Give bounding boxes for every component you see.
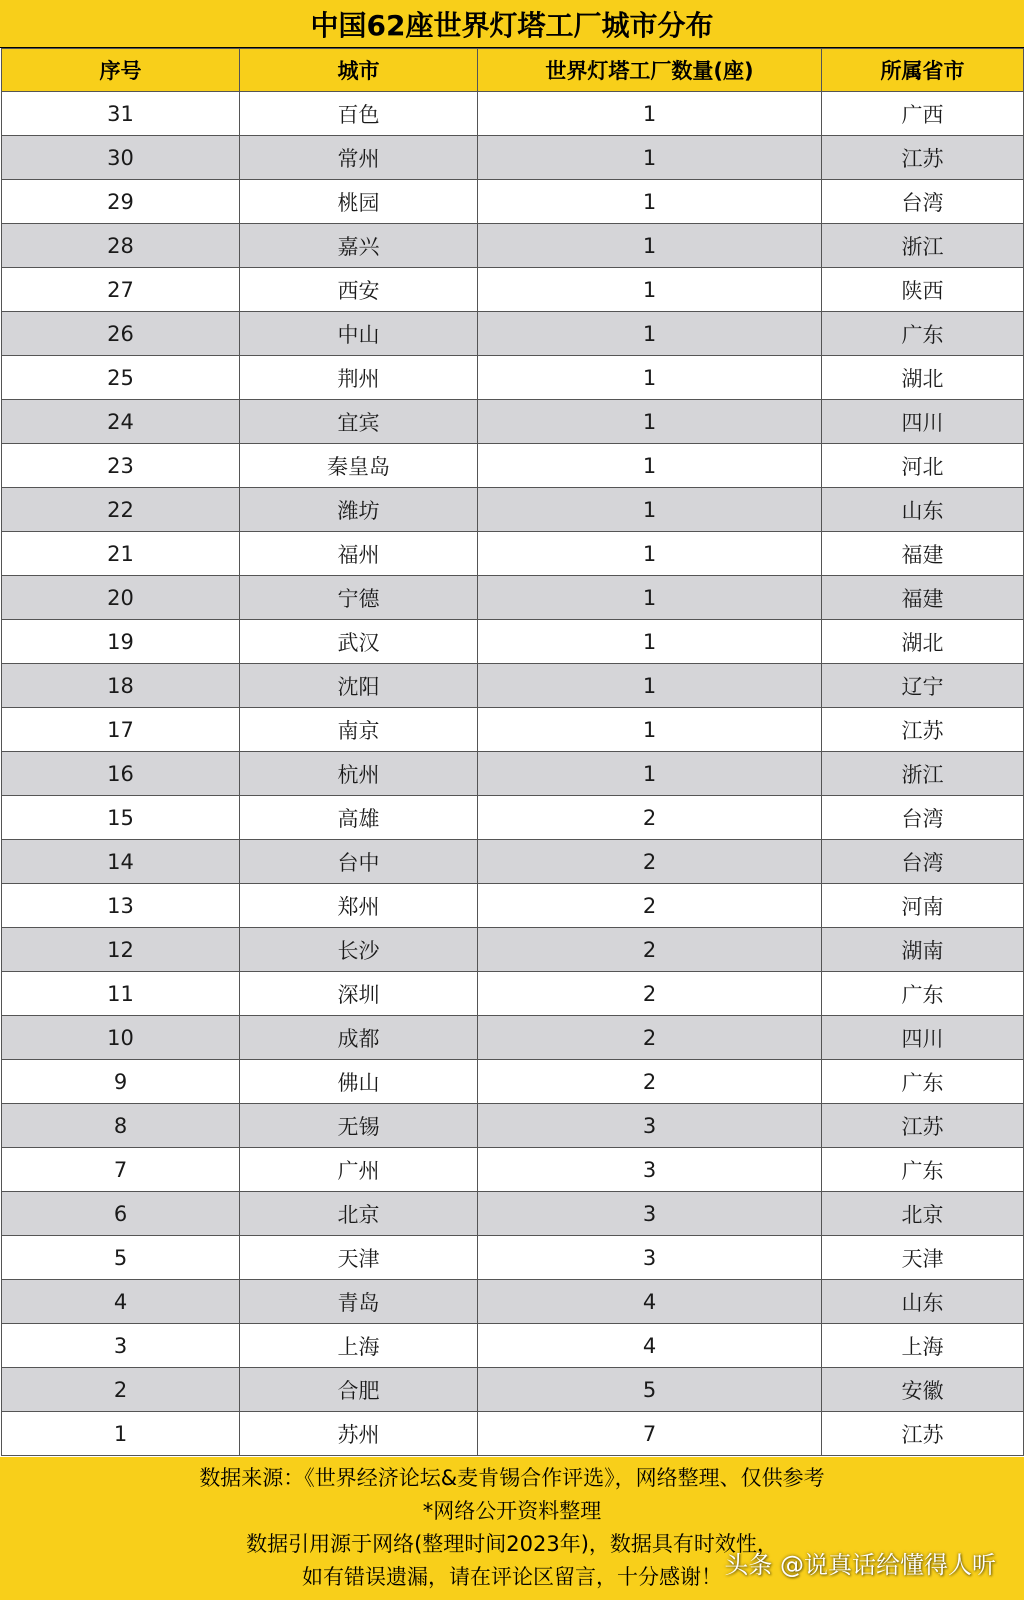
cell-count: 1 (478, 444, 822, 488)
cell-count: 3 (478, 1148, 822, 1192)
cell-province: 广东 (822, 1148, 1024, 1192)
cell-province: 湖南 (822, 928, 1024, 972)
footer-disclaimer-line: 数据引用源于网络(整理时间2023年)，数据具有时效性， (246, 1531, 778, 1556)
cell-index: 30 (2, 136, 240, 180)
cell-city: 桃园 (240, 180, 478, 224)
cell-index: 5 (2, 1236, 240, 1280)
cell-province: 河北 (822, 444, 1024, 488)
cell-index: 9 (2, 1060, 240, 1104)
cell-city: 郑州 (240, 884, 478, 928)
table-row (2, 576, 1024, 620)
cell-province: 江苏 (822, 1412, 1024, 1456)
cell-count: 1 (478, 664, 822, 708)
table-row (2, 1104, 1024, 1148)
cell-province: 江苏 (822, 1104, 1024, 1148)
table-row (2, 1060, 1024, 1104)
footer-note-line: *网络公开资料整理 (422, 1498, 602, 1523)
cell-province: 台湾 (822, 180, 1024, 224)
cell-index: 10 (2, 1016, 240, 1060)
cell-index: 18 (2, 664, 240, 708)
table-row (2, 752, 1024, 796)
table-body (2, 92, 1024, 1456)
cell-count: 4 (478, 1324, 822, 1368)
cell-province: 广东 (822, 312, 1024, 356)
cell-province: 山东 (822, 488, 1024, 532)
column-header-city: 城市 (240, 49, 478, 92)
cell-count: 1 (478, 92, 822, 136)
cell-city: 长沙 (240, 928, 478, 972)
cell-count: 2 (478, 796, 822, 840)
cell-count: 1 (478, 620, 822, 664)
table-row (2, 1236, 1024, 1280)
cell-city: 沈阳 (240, 664, 478, 708)
cell-city: 高雄 (240, 796, 478, 840)
cell-province: 上海 (822, 1324, 1024, 1368)
cell-index: 15 (2, 796, 240, 840)
cell-index: 23 (2, 444, 240, 488)
cell-count: 2 (478, 840, 822, 884)
cell-province: 江苏 (822, 136, 1024, 180)
table-row (2, 884, 1024, 928)
cell-index: 6 (2, 1192, 240, 1236)
table-row (2, 136, 1024, 180)
table-row (2, 1280, 1024, 1324)
cell-index: 17 (2, 708, 240, 752)
cell-index: 29 (2, 180, 240, 224)
cell-index: 25 (2, 356, 240, 400)
watermark: 头条 @说真话给懂得人听 (724, 1551, 996, 1579)
cell-city: 广州 (240, 1148, 478, 1192)
table-row (2, 664, 1024, 708)
cell-index: 1 (2, 1412, 240, 1456)
cell-index: 19 (2, 620, 240, 664)
cell-city: 苏州 (240, 1412, 478, 1456)
cell-index: 11 (2, 972, 240, 1016)
cell-city: 台中 (240, 840, 478, 884)
column-header-count: 世界灯塔工厂数量(座) (478, 49, 822, 92)
cell-city: 潍坊 (240, 488, 478, 532)
cell-index: 27 (2, 268, 240, 312)
cell-province: 福建 (822, 576, 1024, 620)
cell-city: 无锡 (240, 1104, 478, 1148)
cell-count: 1 (478, 488, 822, 532)
cell-city: 百色 (240, 92, 478, 136)
cell-city: 杭州 (240, 752, 478, 796)
cell-city: 宁德 (240, 576, 478, 620)
cell-count: 1 (478, 708, 822, 752)
table-row (2, 796, 1024, 840)
cell-index: 7 (2, 1148, 240, 1192)
table-row (2, 268, 1024, 312)
cell-city: 宜宾 (240, 400, 478, 444)
cell-count: 1 (478, 400, 822, 444)
cell-count: 2 (478, 972, 822, 1016)
cell-province: 浙江 (822, 224, 1024, 268)
cell-province: 浙江 (822, 752, 1024, 796)
cell-index: 20 (2, 576, 240, 620)
cell-index: 31 (2, 92, 240, 136)
cell-count: 5 (478, 1368, 822, 1412)
table-row (2, 1368, 1024, 1412)
cell-city: 合肥 (240, 1368, 478, 1412)
cell-city: 深圳 (240, 972, 478, 1016)
cell-province: 台湾 (822, 796, 1024, 840)
cell-city: 福州 (240, 532, 478, 576)
cell-province: 陕西 (822, 268, 1024, 312)
cell-province: 辽宁 (822, 664, 1024, 708)
city-table (1, 48, 1024, 1456)
cell-province: 四川 (822, 400, 1024, 444)
table-row (2, 532, 1024, 576)
cell-province: 湖北 (822, 620, 1024, 664)
cell-province: 广东 (822, 972, 1024, 1016)
table-row (2, 928, 1024, 972)
cell-count: 4 (478, 1280, 822, 1324)
cell-city: 北京 (240, 1192, 478, 1236)
cell-index: 2 (2, 1368, 240, 1412)
cell-province: 河南 (822, 884, 1024, 928)
cell-index: 22 (2, 488, 240, 532)
cell-city: 西安 (240, 268, 478, 312)
table-row (2, 620, 1024, 664)
column-header-index: 序号 (2, 49, 240, 92)
footer-thanks-line: 如有错误遗漏，请在评论区留言，十分感谢！ (302, 1564, 722, 1589)
cell-count: 1 (478, 532, 822, 576)
cell-index: 14 (2, 840, 240, 884)
cell-index: 4 (2, 1280, 240, 1324)
cell-city: 成都 (240, 1016, 478, 1060)
table-row (2, 444, 1024, 488)
cell-count: 1 (478, 356, 822, 400)
cell-count: 2 (478, 1016, 822, 1060)
table-row (2, 92, 1024, 136)
cell-city: 嘉兴 (240, 224, 478, 268)
header-row (2, 49, 1024, 92)
cell-index: 3 (2, 1324, 240, 1368)
cell-count: 7 (478, 1412, 822, 1456)
table-row (2, 356, 1024, 400)
cell-province: 台湾 (822, 840, 1024, 884)
cell-count: 1 (478, 312, 822, 356)
table-row (2, 312, 1024, 356)
cell-count: 1 (478, 180, 822, 224)
table-row (2, 224, 1024, 268)
cell-count: 2 (478, 884, 822, 928)
cell-index: 21 (2, 532, 240, 576)
cell-count: 1 (478, 576, 822, 620)
footer-source-line: 数据来源：《世界经济论坛&麦肯锡合作评选》，网络整理、仅供参考 (199, 1465, 825, 1490)
cell-city: 荆州 (240, 356, 478, 400)
cell-index: 26 (2, 312, 240, 356)
cell-count: 2 (478, 1060, 822, 1104)
cell-province: 天津 (822, 1236, 1024, 1280)
cell-city: 中山 (240, 312, 478, 356)
cell-count: 3 (478, 1236, 822, 1280)
column-header-province: 所属省市 (822, 49, 1024, 92)
table-row (2, 972, 1024, 1016)
cell-province: 北京 (822, 1192, 1024, 1236)
cell-count: 1 (478, 268, 822, 312)
table-row (2, 1016, 1024, 1060)
table-title: 中国62座世界灯塔工厂城市分布 (0, 0, 1024, 48)
cell-city: 秦皇岛 (240, 444, 478, 488)
cell-city: 上海 (240, 1324, 478, 1368)
table-row (2, 1412, 1024, 1456)
cell-index: 28 (2, 224, 240, 268)
cell-province: 江苏 (822, 708, 1024, 752)
cell-province: 湖北 (822, 356, 1024, 400)
cell-city: 天津 (240, 1236, 478, 1280)
cell-city: 佛山 (240, 1060, 478, 1104)
cell-province: 安徽 (822, 1368, 1024, 1412)
cell-index: 12 (2, 928, 240, 972)
cell-index: 24 (2, 400, 240, 444)
cell-city: 南京 (240, 708, 478, 752)
cell-count: 1 (478, 136, 822, 180)
cell-count: 3 (478, 1104, 822, 1148)
cell-index: 13 (2, 884, 240, 928)
cell-province: 山东 (822, 1280, 1024, 1324)
table-row (2, 840, 1024, 884)
cell-index: 8 (2, 1104, 240, 1148)
table-row (2, 708, 1024, 752)
cell-city: 武汉 (240, 620, 478, 664)
cell-city: 青岛 (240, 1280, 478, 1324)
cell-city: 常州 (240, 136, 478, 180)
table-row (2, 488, 1024, 532)
cell-count: 1 (478, 224, 822, 268)
cell-index: 16 (2, 752, 240, 796)
cell-province: 广东 (822, 1060, 1024, 1104)
cell-province: 福建 (822, 532, 1024, 576)
cell-province: 广西 (822, 92, 1024, 136)
table-row (2, 1324, 1024, 1368)
cell-count: 1 (478, 752, 822, 796)
cell-province: 四川 (822, 1016, 1024, 1060)
table-row (2, 1148, 1024, 1192)
table-row (2, 400, 1024, 444)
table-row (2, 1192, 1024, 1236)
cell-count: 3 (478, 1192, 822, 1236)
cell-count: 2 (478, 928, 822, 972)
table-row (2, 180, 1024, 224)
